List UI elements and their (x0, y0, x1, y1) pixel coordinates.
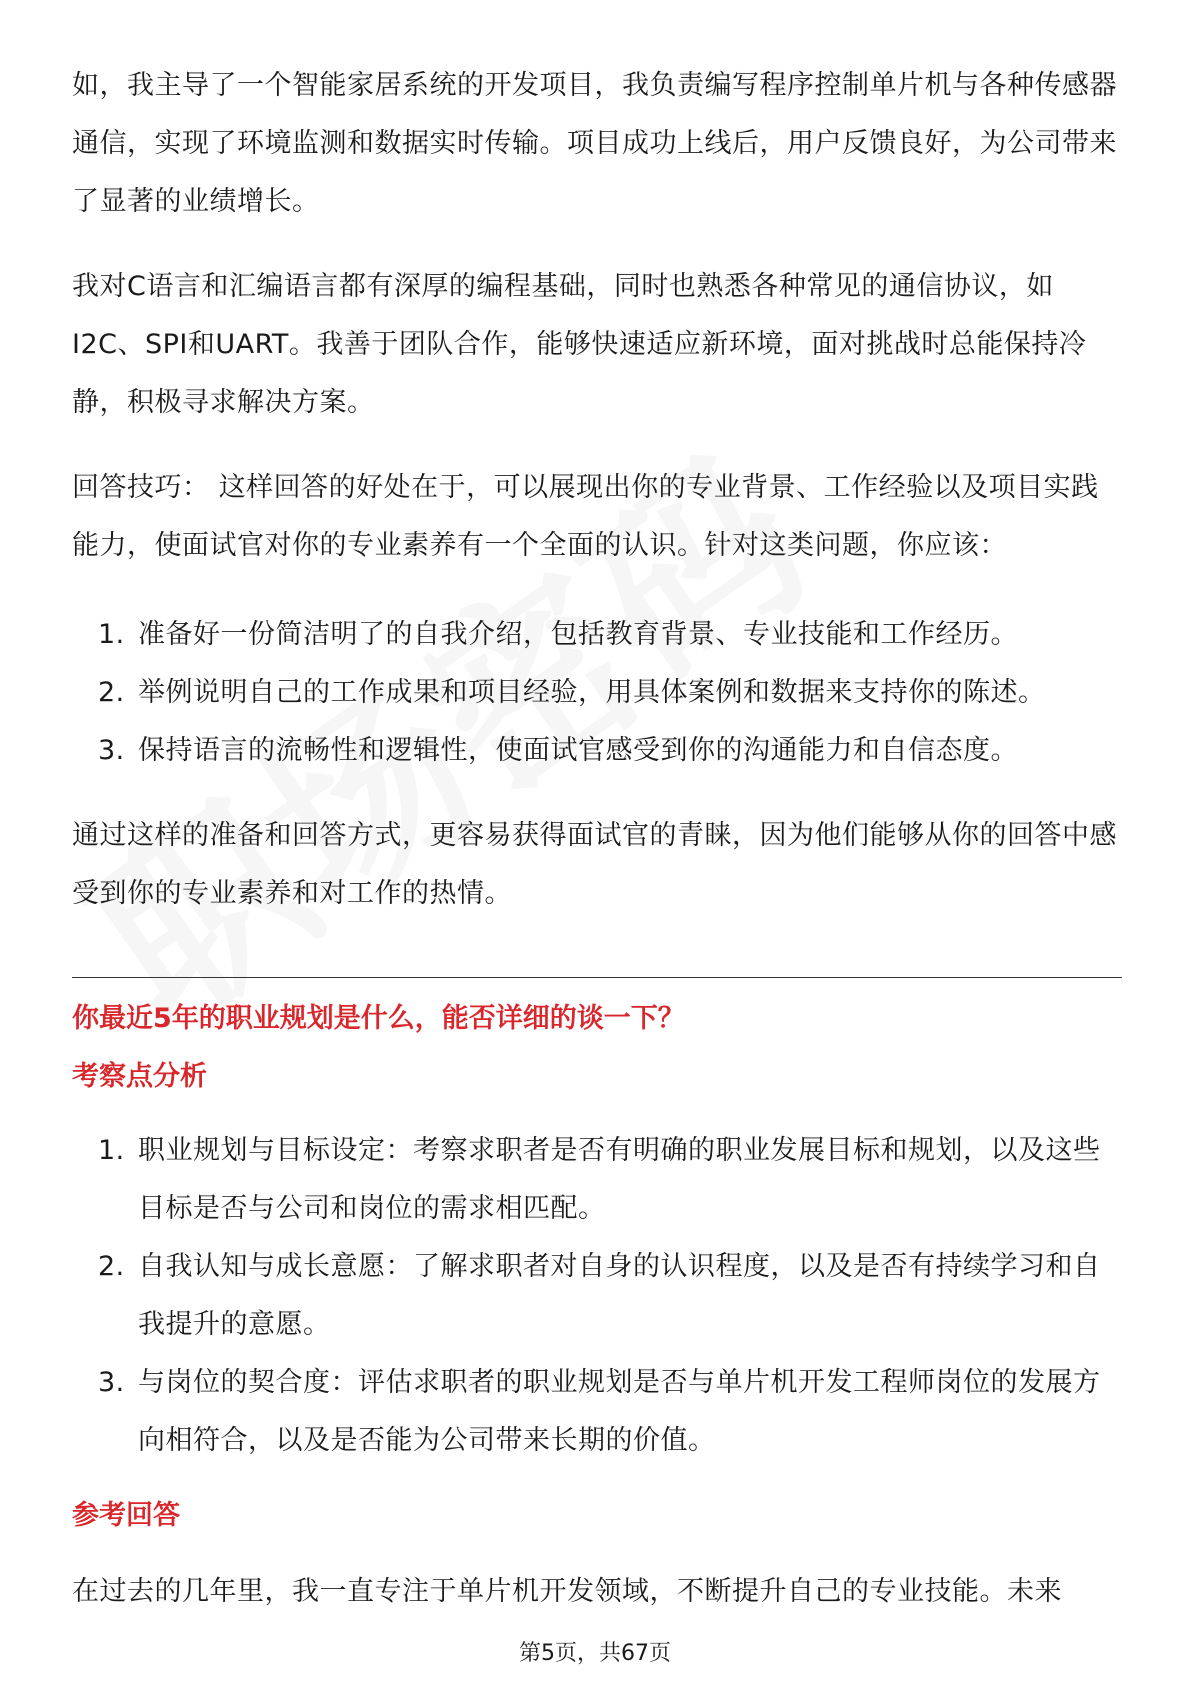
section-divider (72, 977, 1122, 978)
list-item-number: 1. (98, 619, 125, 650)
list-item (84, 664, 1124, 722)
list-item-number: 3. (98, 735, 125, 766)
list-item (84, 722, 1124, 780)
question-heading: 你最近5年的职业规划是什么，能否详细的谈一下？ (72, 1003, 685, 1034)
list-item-number: 2. (98, 677, 125, 708)
paragraph-answer-tips: 回答技巧： 这样回答的好处在于，可以展现出你的专业背景、工作经验以及项目实践能力，使面试官对你的专业素养有一个全面的认识。针对这类问题，你应该： (72, 472, 1099, 561)
paragraph-reference-answer: 在过去的几年里，我一直专注于单片机开发领域，不断提升自己的专业技能。未来 (72, 1576, 1062, 1607)
paragraph-skills: 我对C语言和汇编语言都有深厚的编程基础，同时也熟悉各种常见的通信协议，如I2C、SPI和UART。我善于团队合作，能够快速适应新环境，面对挑战时总能保持冷静，积极寻求解决方案。 (72, 271, 1087, 418)
list-item-text: 保持语言的流畅性和逻辑性，使面试官感受到你的沟通能力和自信态度。 (138, 735, 1018, 766)
list-item (84, 606, 1124, 664)
list-item-text: 与岗位的契合度：评估求职者的职业规划是否与单片机开发工程师岗位的发展方向相符合，以及是否能为公司带来长期的价值。 (138, 1367, 1101, 1456)
paragraph-project-experience: 如，我主导了一个智能家居系统的开发项目，我负责编写程序控制单片机与各种传感器通信，实现了环境监测和数据实时传输。项目成功上线后，用户反馈良好，为公司带来了显著的业绩增长。 (72, 70, 1117, 217)
list-item (84, 1354, 1124, 1470)
list-item-text: 自我认知与成长意愿：了解求职者对自身的认识程度，以及是否有持续学习和自我提升的意愿。 (138, 1251, 1101, 1340)
list-item-text: 职业规划与目标设定：考察求职者是否有明确的职业发展目标和规划，以及这些目标是否与公司和岗位的需求相匹配。 (138, 1135, 1101, 1224)
list-item-text: 举例说明自己的工作成果和项目经验，用具体案例和数据来支持你的陈述。 (138, 677, 1046, 708)
list-item-number: 3. (98, 1367, 125, 1398)
paragraph-conclusion: 通过这样的准备和回答方式，更容易获得面试官的青睐，因为他们能够从你的回答中感受到你的专业素养和对工作的热情。 (72, 820, 1117, 909)
list-item-number: 2. (98, 1251, 125, 1282)
list-item (84, 1238, 1124, 1354)
list-item (84, 1122, 1124, 1238)
list-item-number: 1. (98, 1135, 125, 1166)
answer-heading: 参考回答 (72, 1500, 180, 1531)
analysis-list (84, 1122, 1124, 1470)
page-footer: 第5页，共67页 (519, 1641, 671, 1666)
analysis-heading: 考察点分析 (72, 1061, 207, 1092)
tips-list (84, 606, 1124, 780)
list-item-text: 准备好一份简洁明了的自我介绍，包括教育背景、专业技能和工作经历。 (138, 619, 1018, 650)
